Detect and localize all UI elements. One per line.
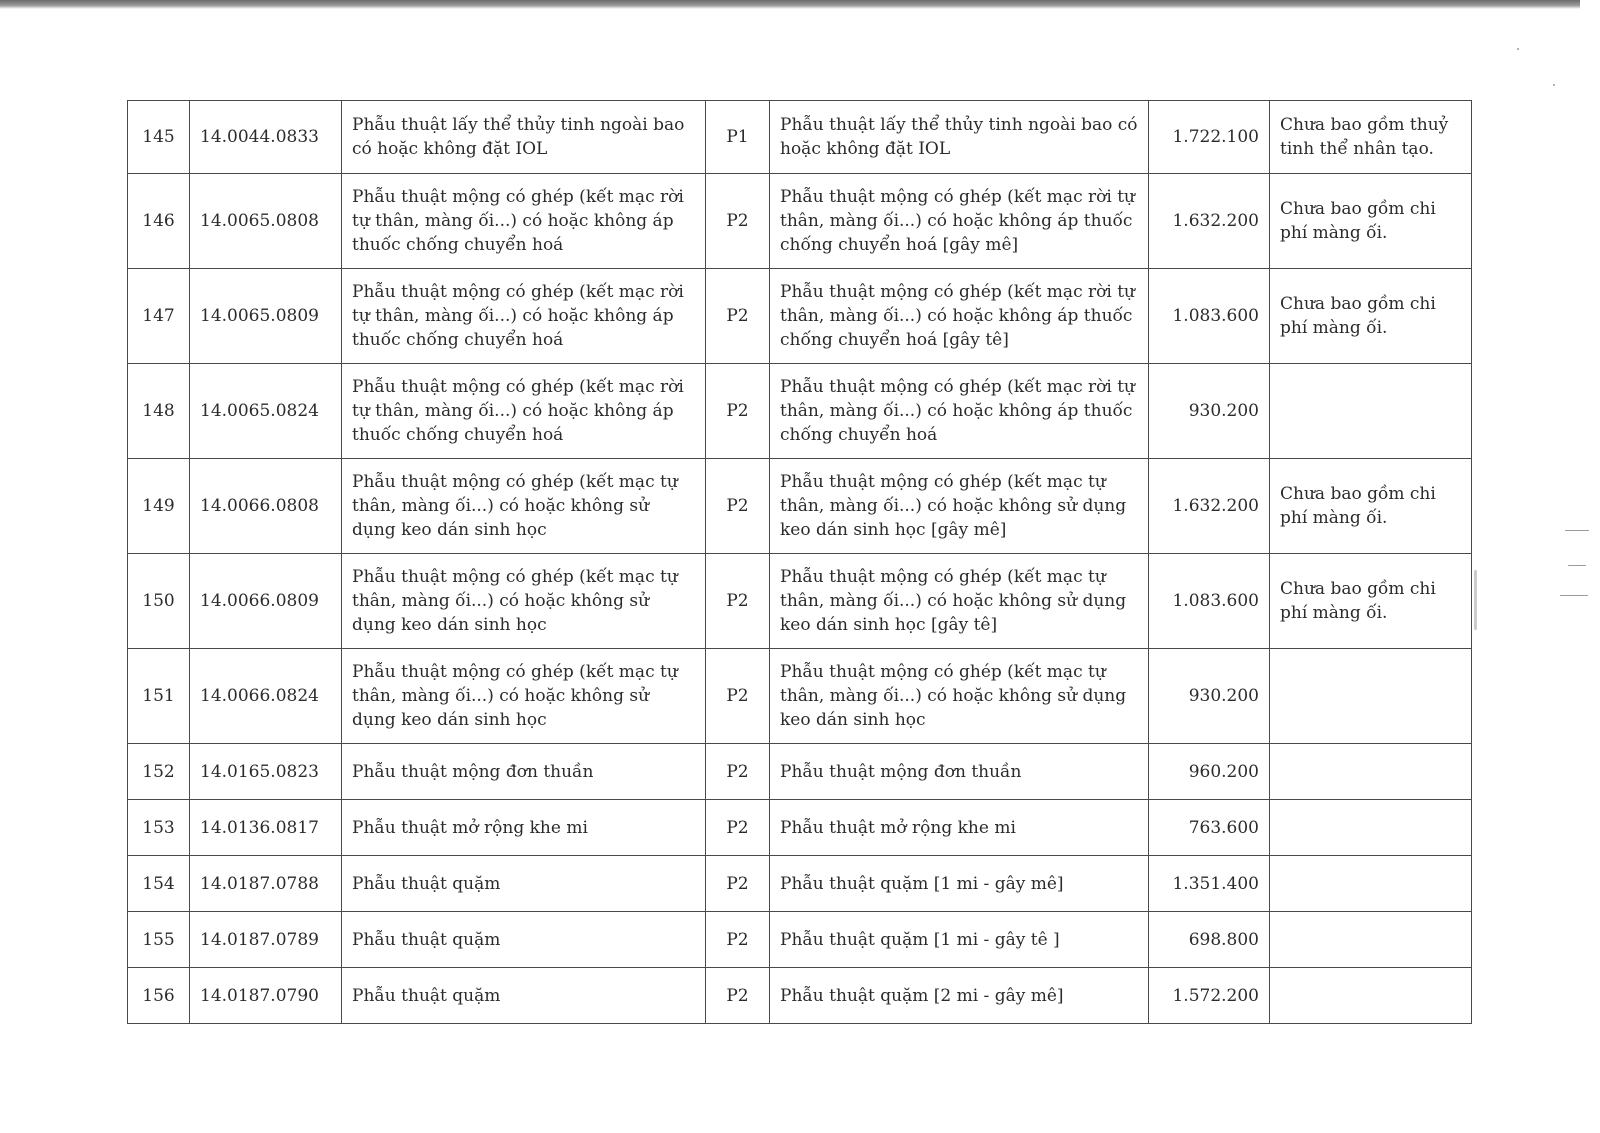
service-code: 14.0066.0808 xyxy=(190,459,342,554)
service-code: 14.0066.0824 xyxy=(190,649,342,744)
price: 698.800 xyxy=(1149,912,1270,968)
price: 1.632.200 xyxy=(1149,459,1270,554)
service-name: Phẫu thuật mộng có ghép (kết mạc rời tự thân, màng ối...) có hoặc không áp thuốc chống chuyển hoá [gây tê] xyxy=(770,269,1149,364)
row-number: 149 xyxy=(128,459,190,554)
service-name: Phẫu thuật mộng có ghép (kết mạc rời tự thân, màng ối...) có hoặc không áp thuốc chống chuyển hoá xyxy=(770,364,1149,459)
row-number: 156 xyxy=(128,968,190,1024)
note xyxy=(1270,968,1472,1024)
surgery-class: P2 xyxy=(706,912,770,968)
note xyxy=(1270,912,1472,968)
scan-artifact xyxy=(1560,595,1588,596)
technique-name: Phẫu thuật mộng có ghép (kết mạc tự thân, màng ối...) có hoặc không sử dụng keo dán sinh học xyxy=(342,459,706,554)
table-row xyxy=(128,101,1472,174)
price: 960.200 xyxy=(1149,744,1270,800)
row-number: 152 xyxy=(128,744,190,800)
row-number: 145 xyxy=(128,101,190,174)
table-row xyxy=(128,856,1472,912)
note xyxy=(1270,856,1472,912)
note: Chưa bao gồm chi phí màng ối. xyxy=(1270,459,1472,554)
table-row xyxy=(128,554,1472,649)
service-name: Phẫu thuật mở rộng khe mi xyxy=(770,800,1149,856)
surgery-class: P2 xyxy=(706,269,770,364)
surgery-class: P2 xyxy=(706,649,770,744)
price: 763.600 xyxy=(1149,800,1270,856)
price: 1.083.600 xyxy=(1149,554,1270,649)
scan-artifact xyxy=(1565,530,1589,531)
service-code: 14.0187.0790 xyxy=(190,968,342,1024)
note: Chưa bao gồm thuỷ tinh thể nhân tạo. xyxy=(1270,101,1472,174)
surgery-class: P2 xyxy=(706,364,770,459)
surgery-class: P2 xyxy=(706,174,770,269)
scan-artifact xyxy=(1474,570,1477,630)
scan-artifact xyxy=(1568,565,1586,566)
technique-name: Phẫu thuật mộng đơn thuần xyxy=(342,744,706,800)
surgery-class: P2 xyxy=(706,800,770,856)
row-number: 148 xyxy=(128,364,190,459)
note xyxy=(1270,800,1472,856)
service-name: Phẫu thuật mộng có ghép (kết mạc tự thân, màng ối...) có hoặc không sử dụng keo dán sinh học xyxy=(770,649,1149,744)
scan-artifact xyxy=(1517,48,1519,50)
service-code: 14.0187.0789 xyxy=(190,912,342,968)
scan-artifact xyxy=(1553,84,1555,86)
technique-name: Phẫu thuật mộng có ghép (kết mạc rời tự thân, màng ối...) có hoặc không áp thuốc chống chuyển hoá xyxy=(342,174,706,269)
service-code: 14.0065.0809 xyxy=(190,269,342,364)
surgery-class: P2 xyxy=(706,744,770,800)
service-name: Phẫu thuật quặm [2 mi - gây mê] xyxy=(770,968,1149,1024)
service-code: 14.0136.0817 xyxy=(190,800,342,856)
service-code: 14.0165.0823 xyxy=(190,744,342,800)
surgery-class: P2 xyxy=(706,968,770,1024)
fee-table xyxy=(127,100,1472,1024)
row-number: 153 xyxy=(128,800,190,856)
service-name: Phẫu thuật lấy thể thủy tinh ngoài bao có hoặc không đặt IOL xyxy=(770,101,1149,174)
note xyxy=(1270,364,1472,459)
service-name: Phẫu thuật quặm [1 mi - gây tê ] xyxy=(770,912,1149,968)
table-body xyxy=(128,101,1472,1024)
service-name: Phẫu thuật mộng đơn thuần xyxy=(770,744,1149,800)
service-name: Phẫu thuật quặm [1 mi - gây mê] xyxy=(770,856,1149,912)
technique-name: Phẫu thuật lấy thể thủy tinh ngoài bao có hoặc không đặt IOL xyxy=(342,101,706,174)
surgery-class: P2 xyxy=(706,554,770,649)
table-row xyxy=(128,800,1472,856)
table-row xyxy=(128,269,1472,364)
service-name: Phẫu thuật mộng có ghép (kết mạc rời tự thân, màng ối...) có hoặc không áp thuốc chống chuyển hoá [gây mê] xyxy=(770,174,1149,269)
technique-name: Phẫu thuật quặm xyxy=(342,968,706,1024)
service-name: Phẫu thuật mộng có ghép (kết mạc tự thân, màng ối...) có hoặc không sử dụng keo dán sinh học [gây tê] xyxy=(770,554,1149,649)
table-row xyxy=(128,912,1472,968)
service-code: 14.0065.0824 xyxy=(190,364,342,459)
note: Chưa bao gồm chi phí màng ối. xyxy=(1270,554,1472,649)
table-row xyxy=(128,649,1472,744)
row-number: 147 xyxy=(128,269,190,364)
price: 1.572.200 xyxy=(1149,968,1270,1024)
price: 1.351.400 xyxy=(1149,856,1270,912)
technique-name: Phẫu thuật quặm xyxy=(342,912,706,968)
price: 1.722.100 xyxy=(1149,101,1270,174)
technique-name: Phẫu thuật mộng có ghép (kết mạc tự thân, màng ối...) có hoặc không sử dụng keo dán sinh học xyxy=(342,649,706,744)
service-code: 14.0066.0809 xyxy=(190,554,342,649)
table-row xyxy=(128,364,1472,459)
row-number: 155 xyxy=(128,912,190,968)
row-number: 154 xyxy=(128,856,190,912)
service-code: 14.0065.0808 xyxy=(190,174,342,269)
price: 930.200 xyxy=(1149,364,1270,459)
surgery-class: P2 xyxy=(706,856,770,912)
technique-name: Phẫu thuật mở rộng khe mi xyxy=(342,800,706,856)
row-number: 151 xyxy=(128,649,190,744)
table-row xyxy=(128,459,1472,554)
service-code: 14.0044.0833 xyxy=(190,101,342,174)
row-number: 146 xyxy=(128,174,190,269)
price: 1.632.200 xyxy=(1149,174,1270,269)
note: Chưa bao gồm chi phí màng ối. xyxy=(1270,269,1472,364)
row-number: 150 xyxy=(128,554,190,649)
service-code: 14.0187.0788 xyxy=(190,856,342,912)
note xyxy=(1270,744,1472,800)
note: Chưa bao gồm chi phí màng ối. xyxy=(1270,174,1472,269)
price: 1.083.600 xyxy=(1149,269,1270,364)
surgery-class: P1 xyxy=(706,101,770,174)
surgery-class: P2 xyxy=(706,459,770,554)
scan-top-edge xyxy=(0,0,1580,9)
note xyxy=(1270,649,1472,744)
price: 930.200 xyxy=(1149,649,1270,744)
table-row xyxy=(128,968,1472,1024)
table-row xyxy=(128,174,1472,269)
service-name: Phẫu thuật mộng có ghép (kết mạc tự thân, màng ối...) có hoặc không sử dụng keo dán sinh học [gây mê] xyxy=(770,459,1149,554)
technique-name: Phẫu thuật mộng có ghép (kết mạc tự thân, màng ối...) có hoặc không sử dụng keo dán sinh học xyxy=(342,554,706,649)
table-row xyxy=(128,744,1472,800)
technique-name: Phẫu thuật quặm xyxy=(342,856,706,912)
technique-name: Phẫu thuật mộng có ghép (kết mạc rời tự thân, màng ối...) có hoặc không áp thuốc chống chuyển hoá xyxy=(342,269,706,364)
technique-name: Phẫu thuật mộng có ghép (kết mạc rời tự thân, màng ối...) có hoặc không áp thuốc chống chuyển hoá xyxy=(342,364,706,459)
